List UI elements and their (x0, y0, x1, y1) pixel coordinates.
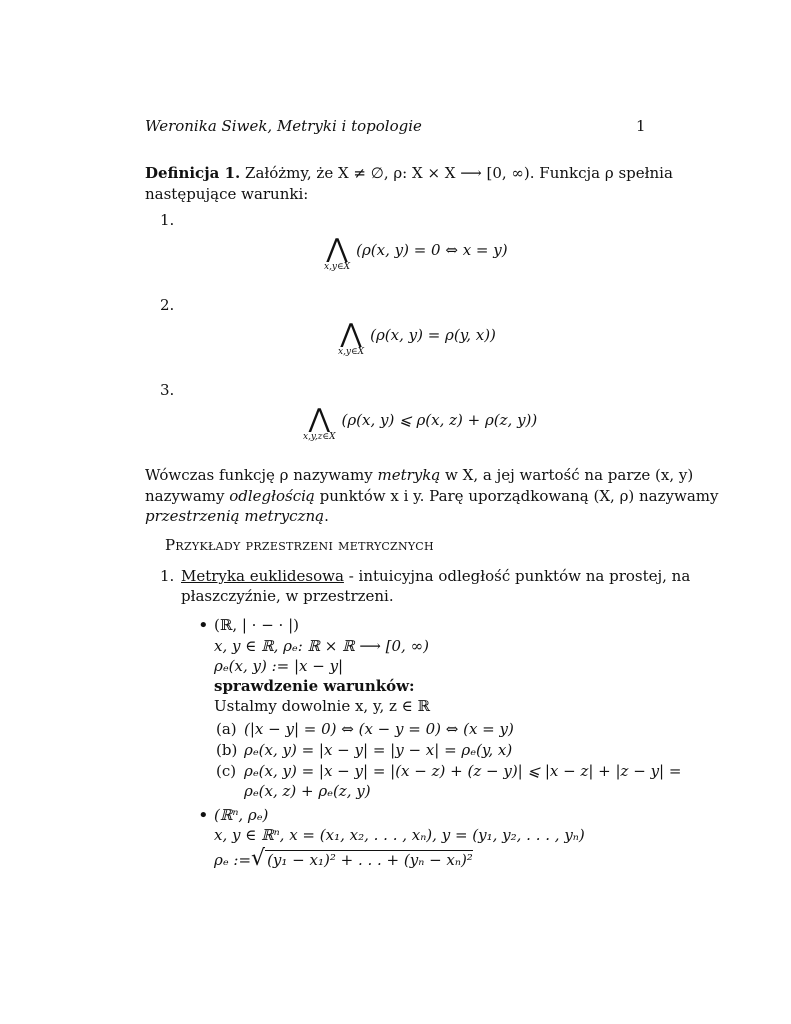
condition-number-1: 1. (160, 211, 175, 229)
definition-intro (145, 164, 673, 184)
bullet-icon: • (198, 805, 209, 826)
operator-subscript: x,y∈X (324, 262, 351, 272)
bullet2-line2: x, y ∈ ℝⁿ, x = (x₁, x₂, . . . , xₙ), y = (y₁, y₂, . . . , yₙ) (214, 826, 585, 844)
example-item-line1: Metryka euklidesowa - intuicyjna odległość punktów na prostej, na (181, 567, 691, 585)
condition-body: (ρ(x, y) = 0 ⇔ x = y) (356, 241, 508, 259)
condition-number-3: 3. (160, 381, 175, 399)
condition-formula-3 (303, 406, 537, 444)
term-euclidean-metric: Metryka euklidesowa (181, 567, 344, 585)
definition-text-line1: Załóżmy, że X ≠ ∅, ρ: X × X ⟶ [0, ∞). Funkcja ρ spełnia (245, 164, 673, 182)
definition-label: Definicja 1. (145, 164, 241, 182)
big-wedge-operator: ⋀ (326, 234, 348, 264)
subitem-text-c: ρₑ(x, y) = |x − y| = |(x − z) + (z − y)| ⩽ |x − z| + |z − y| = (244, 762, 682, 780)
bullet1-line2: x, y ∈ ℝ, ρₑ: ℝ × ℝ ⟶ [0, ∞) (214, 637, 429, 655)
section-heading: Przykłady przestrzeni metrycznych (165, 536, 434, 554)
subitem-label-a: (a) (216, 720, 237, 738)
conclusion-line1: Wówczas funkcję ρ nazywamy metryką w X, a jej wartość na parze (x, y) (145, 466, 694, 484)
operator-subscript: x,y∈X (338, 347, 365, 357)
example-item-line2: płaszczyźnie, w przestrzeni. (181, 587, 394, 605)
subitem-label-c: (c) (216, 762, 237, 780)
big-wedge-operator: ⋀ (340, 319, 362, 349)
conclusion-line2: nazywamy odległością punktów x i y. Parę uporządkowaną (X, ρ) nazywamy (145, 487, 719, 505)
bullet1-line3: ρₑ(x, y) := |x − y| (214, 657, 344, 675)
subitem-text-c-line2: ρₑ(x, z) + ρₑ(z, y) (244, 782, 371, 800)
definition-text-line2: następujące warunki: (145, 185, 309, 203)
condition-body: (ρ(x, y) = ρ(y, x)) (370, 326, 496, 344)
bullet1-line5: Ustalmy dowolnie x, y, z ∈ ℝ (214, 697, 430, 715)
big-wedge-operator: ⋀ (308, 404, 330, 434)
conclusion-line3: przestrzenią metryczną. (145, 507, 329, 525)
condition-formula-2 (338, 321, 496, 359)
sqrt-radicand: (y₁ − x₁)² + . . . + (yₙ − xₙ)² (267, 850, 473, 869)
bullet1-line1: (ℝ, | · − · |) (214, 616, 299, 634)
subitem-text-b: ρₑ(x, y) = |x − y| = |y − x| = ρₑ(y, x) (244, 741, 513, 759)
subitem-text-a: (|x − y| = 0) ⇔ (x − y = 0) ⇔ (x = y) (244, 720, 514, 738)
sqrt-symbol: √ (251, 846, 266, 871)
condition-number-2: 2. (160, 296, 175, 314)
page-number: 1 (636, 117, 646, 135)
term-metric: metryką (377, 466, 441, 484)
bullet1-line4: sprawdzenie warunków: (214, 677, 415, 695)
example-number-1: 1. (160, 567, 175, 585)
bullet-icon: • (198, 615, 209, 636)
bullet2-line3: ρₑ := √ (y₁ − x₁)² + . . . + (yₙ − xₙ)² (214, 846, 473, 871)
term-metric-space: przestrzenią metryczną (145, 507, 325, 525)
running-header-title: Weronika Siwek, Metryki i topologie (145, 117, 422, 135)
bullet2-line1: (ℝⁿ, ρₑ) (214, 806, 269, 824)
condition-body: (ρ(x, y) ⩽ ρ(x, z) + ρ(z, y)) (341, 411, 538, 429)
term-distance: odległością (229, 487, 315, 505)
subitem-label-b: (b) (216, 741, 238, 759)
operator-subscript: x,y,z∈X (303, 432, 336, 442)
condition-formula-1 (324, 236, 508, 274)
